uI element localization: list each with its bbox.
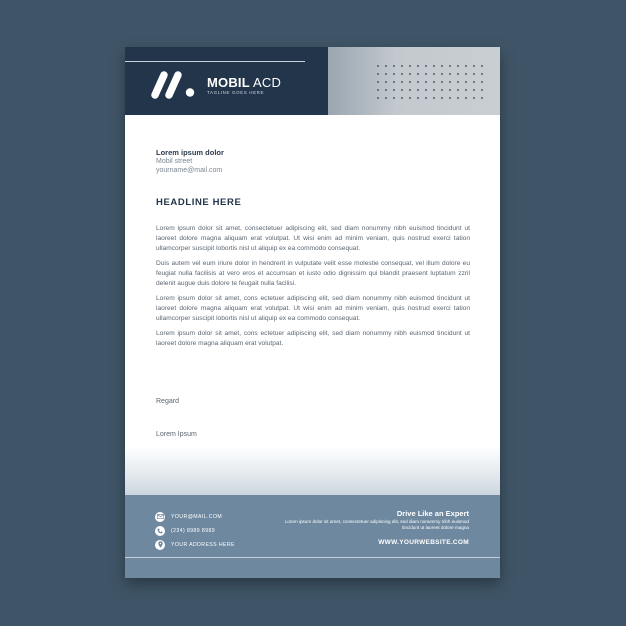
decor-dot — [425, 73, 427, 75]
decor-dot — [409, 97, 411, 99]
decor-dot — [449, 73, 451, 75]
brand-tagline: TAGLINE GOES HERE — [207, 90, 265, 95]
decor-dot — [393, 81, 395, 83]
decor-dot — [377, 73, 379, 75]
sender-street: Mobil street — [156, 158, 193, 165]
decor-dot — [457, 89, 459, 91]
website-link: WWW.YOURWEBSITE.COM — [378, 539, 469, 546]
decor-dot — [417, 73, 419, 75]
decor-dot — [481, 65, 483, 67]
decor-dot — [457, 81, 459, 83]
decor-dot — [417, 65, 419, 67]
decor-dot — [465, 73, 467, 75]
decor-dot — [433, 73, 435, 75]
body-paragraph: Lorem ipsum dolor sit amet, cons ectetuer adipiscing elit, sed diam nonummy nibh euismod tincidunt ut laoreet dolore magna aliquam erat volutpat. — [156, 330, 470, 347]
decor-dot — [441, 65, 443, 67]
decor-dot — [441, 97, 443, 99]
decor-dot — [385, 89, 387, 91]
decor-dot — [473, 73, 475, 75]
contact-phone — [155, 525, 215, 536]
decor-dot — [401, 89, 403, 91]
brand-name — [207, 75, 281, 90]
brand-name-light: ACD — [253, 75, 282, 90]
closing-regard: Regard — [156, 398, 179, 405]
decor-dot — [377, 97, 379, 99]
decor-dot — [457, 65, 459, 67]
decor-dot — [457, 73, 459, 75]
decor-dot — [473, 81, 475, 83]
decor-dot — [481, 89, 483, 91]
sender-email: yourname@mail.com — [156, 167, 223, 174]
decor-dot — [473, 65, 475, 67]
decor-dot — [425, 97, 427, 99]
decor-dot — [401, 73, 403, 75]
decor-dot — [409, 89, 411, 91]
decor-dot — [385, 65, 387, 67]
footer — [125, 495, 500, 578]
decor-dot — [417, 81, 419, 83]
decor-dot — [417, 97, 419, 99]
decor-dot — [393, 73, 395, 75]
footer-slogan: Drive Like an Expert — [396, 509, 469, 518]
location-pin-icon — [155, 540, 165, 550]
decor-dot — [433, 89, 435, 91]
letterhead-page — [125, 47, 500, 578]
body-paragraph: Duis autem vel eum iriure dolor in hendrerit in vulputate velit esse molestie consequat, vel illum dolore eu feugiat nulla facilisis at vero eros et accumsan et iusto odio dignissim qui blandit praesent luptatum zzril delenit augue duis dolore te feugait nulla facilisi. — [156, 260, 470, 287]
decor-dot — [449, 97, 451, 99]
decor-dot — [425, 81, 427, 83]
decor-dot — [393, 97, 395, 99]
decor-dot — [401, 97, 403, 99]
decor-dot — [377, 81, 379, 83]
decor-dot — [385, 97, 387, 99]
decor-dot — [465, 97, 467, 99]
mail-icon — [155, 512, 165, 522]
decor-dot — [481, 73, 483, 75]
dot-grid-decoration — [375, 63, 485, 101]
decor-dot — [425, 89, 427, 91]
letter-body — [156, 224, 470, 354]
decor-dot — [401, 65, 403, 67]
decor-dot — [473, 97, 475, 99]
logo-icon — [149, 70, 199, 100]
decor-dot — [393, 65, 395, 67]
brand-name-bold: MOBIL — [207, 75, 250, 90]
decor-dot — [401, 81, 403, 83]
decor-dot — [449, 65, 451, 67]
letter-headline: HEADLINE HERE — [156, 197, 242, 208]
decor-dot — [377, 89, 379, 91]
contact-phone-text: (234) 8989 8989 — [171, 527, 216, 534]
decor-dot — [425, 65, 427, 67]
decor-dot — [409, 65, 411, 67]
decor-dot — [465, 65, 467, 67]
decor-dot — [433, 81, 435, 83]
contact-address-text: YOUR ADDRESS HERE — [171, 541, 235, 548]
decor-dot — [473, 89, 475, 91]
decor-dot — [433, 65, 435, 67]
contact-address — [155, 539, 235, 550]
decor-dot — [393, 89, 395, 91]
contact-email-text: YOUR@MAIL.COM — [171, 513, 223, 520]
footer-gradient — [125, 447, 500, 497]
decor-dot — [417, 89, 419, 91]
sender-name: Lorem ipsum dolor — [156, 148, 224, 157]
footer-rule — [125, 557, 500, 558]
contact-email — [155, 511, 222, 522]
decor-dot — [385, 81, 387, 83]
footer-description: Lorem ipsum dolor sit amet, consectetuer adipiscing elit, sed diam nonummy nibh euismod tincidunt ut laoreet dolore magna — [284, 519, 469, 530]
header-rule — [125, 61, 305, 62]
decor-dot — [481, 97, 483, 99]
decor-dot — [441, 81, 443, 83]
body-paragraph: Lorem ipsum dolor sit amet, consectetuer adipiscing elit, sed diam nonummy nibh euismod tincidunt ut laoreet dolore magna aliquam erat volutpat. Ut wisi enim ad minim veniam, quis nostrud exerci tation ullamcorper suscipit lobortis nisl ut aliquip ex ea commodo consequat. — [156, 225, 470, 252]
phone-icon — [155, 526, 165, 536]
decor-dot — [465, 89, 467, 91]
decor-dot — [465, 81, 467, 83]
body-paragraph: Lorem ipsum dolor sit amet, cons ectetuer adipiscing elit, sed diam nonummy nibh euismod tincidunt ut laoreet dolore magna aliquam erat volutpat. Ut wisi enim ad minim veniam, quis nostrud exerci tation ullamcorper suscipit lobortis nisl ut aliquip ex ea commodo consequat. — [156, 295, 470, 322]
decor-dot — [377, 65, 379, 67]
decor-dot — [441, 89, 443, 91]
decor-dot — [441, 73, 443, 75]
decor-dot — [457, 97, 459, 99]
decor-dot — [481, 81, 483, 83]
decor-dot — [449, 81, 451, 83]
decor-dot — [385, 73, 387, 75]
decor-dot — [409, 81, 411, 83]
signature-name: Lorem Ipsum — [156, 431, 197, 438]
decor-dot — [449, 89, 451, 91]
decor-dot — [433, 97, 435, 99]
decor-dot — [409, 73, 411, 75]
